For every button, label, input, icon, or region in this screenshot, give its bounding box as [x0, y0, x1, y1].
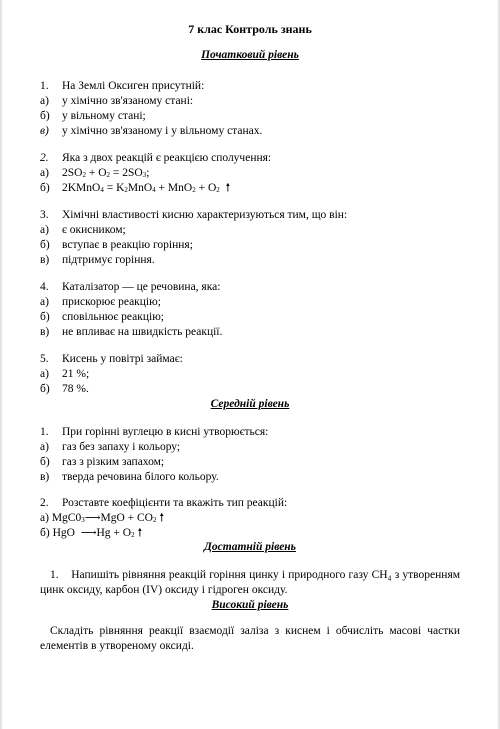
question-2: 2. Яка з двох реакцій є реакцією сполучення: — [40, 152, 272, 164]
option-3a: а) є окисником; — [40, 224, 126, 236]
gas-arrow-icon: 🠕 — [137, 527, 143, 539]
option-3b: б) вступає в реакцію горіння; — [40, 239, 193, 251]
equation-2a: $2SO_2 + O_2 = 2SO_3$; — [62, 167, 150, 179]
middle-question-1: 1. При горінні вуглецю в кисні утворюється: — [40, 426, 269, 438]
level-heading-high: Високий рівень — [211, 599, 289, 611]
middle-option-1b: б) газ з різким запахом; — [40, 456, 165, 468]
gas-arrow-icon: 🠕 — [225, 182, 231, 194]
equation-m2a: $MgC0_3⟶MgO + CO_2$ 🠕 — [51, 512, 165, 524]
option-5b: б) 78 %. — [40, 383, 89, 395]
gas-arrow-icon: 🠕 — [159, 512, 165, 524]
option-1c: в) у хімічно зв'язаному і у вільному станах. — [40, 125, 263, 137]
option-4a: а) прискорює реакцію; — [40, 296, 161, 308]
option-3c: в) підтримує горіння. — [40, 254, 155, 266]
option-5a: а) 21 %; — [40, 368, 90, 380]
middle-option-2a: а) $MgC0_3⟶MgO + CO_2$ 🠕 — [40, 512, 165, 524]
equation-2b: 2KMnO$_4$ = $K_2MnO_4 + MnO_2 + O_2$ 🠕 — [62, 182, 231, 194]
option-1b: б) у вільному стані; — [40, 110, 146, 122]
middle-question-2: 2. Розставте коефіцієнти та вкажіть тип реакцій: — [40, 497, 288, 509]
page-title: 7 клас Контроль знань — [188, 22, 312, 36]
middle-option-1c: в) тверда речовина білого кольору. — [40, 471, 219, 483]
middle-option-1a: а) газ без запаху і кольору; — [40, 441, 181, 453]
level-heading-sufficient: Достатній рівень — [204, 541, 296, 553]
middle-option-2b: б) HgO ⟶Hg + $O_2$ 🠕 — [40, 527, 143, 539]
question-5: 5. Кисень у повітрі займає: — [40, 353, 183, 365]
option-4b: б) сповільнює реакцію; — [40, 311, 164, 323]
level-heading-middle: Середній рівень — [210, 398, 290, 410]
option-4c: в) не впливає на швидкість реакції. — [40, 326, 223, 338]
level-heading-initial: Початковий рівень — [201, 49, 299, 61]
equation-m2b: HgO ⟶Hg + $O_2$ 🠕 — [52, 527, 143, 539]
question-3: 3. Хімічні властивості кисню характеризуються тим, що він: — [40, 209, 348, 221]
option-2b: б) 2KMnO$_4$ = $K_2MnO_4 + MnO_2 + O_2$ 🠕 — [40, 182, 231, 194]
question-4: 4. Каталізатор — це речовина, яка: — [40, 281, 221, 293]
sufficient-task-1: 1. Напишіть рівняння реакцій горіння цинку і природного газу CH₄ з утворенням цинк оксиду, карбон (IV) оксиду і гідроген оксиду. — [40, 569, 461, 596]
right-arrow-icon: ⟶ — [80, 527, 97, 539]
question-1: 1. На Землі Оксиген присутній: — [40, 80, 205, 92]
option-1a: а) у хімічно зв'язаному стані: — [40, 95, 194, 107]
option-2a: а) $2SO_2 + O_2 = 2SO_3$; — [40, 167, 150, 179]
high-task-1: Складіть рівняння реакції взаємодії заліза з киснем і обчисліть масові частки елементів в утвореному оксиді. — [40, 625, 460, 652]
right-arrow-icon: ⟶ — [84, 512, 101, 524]
